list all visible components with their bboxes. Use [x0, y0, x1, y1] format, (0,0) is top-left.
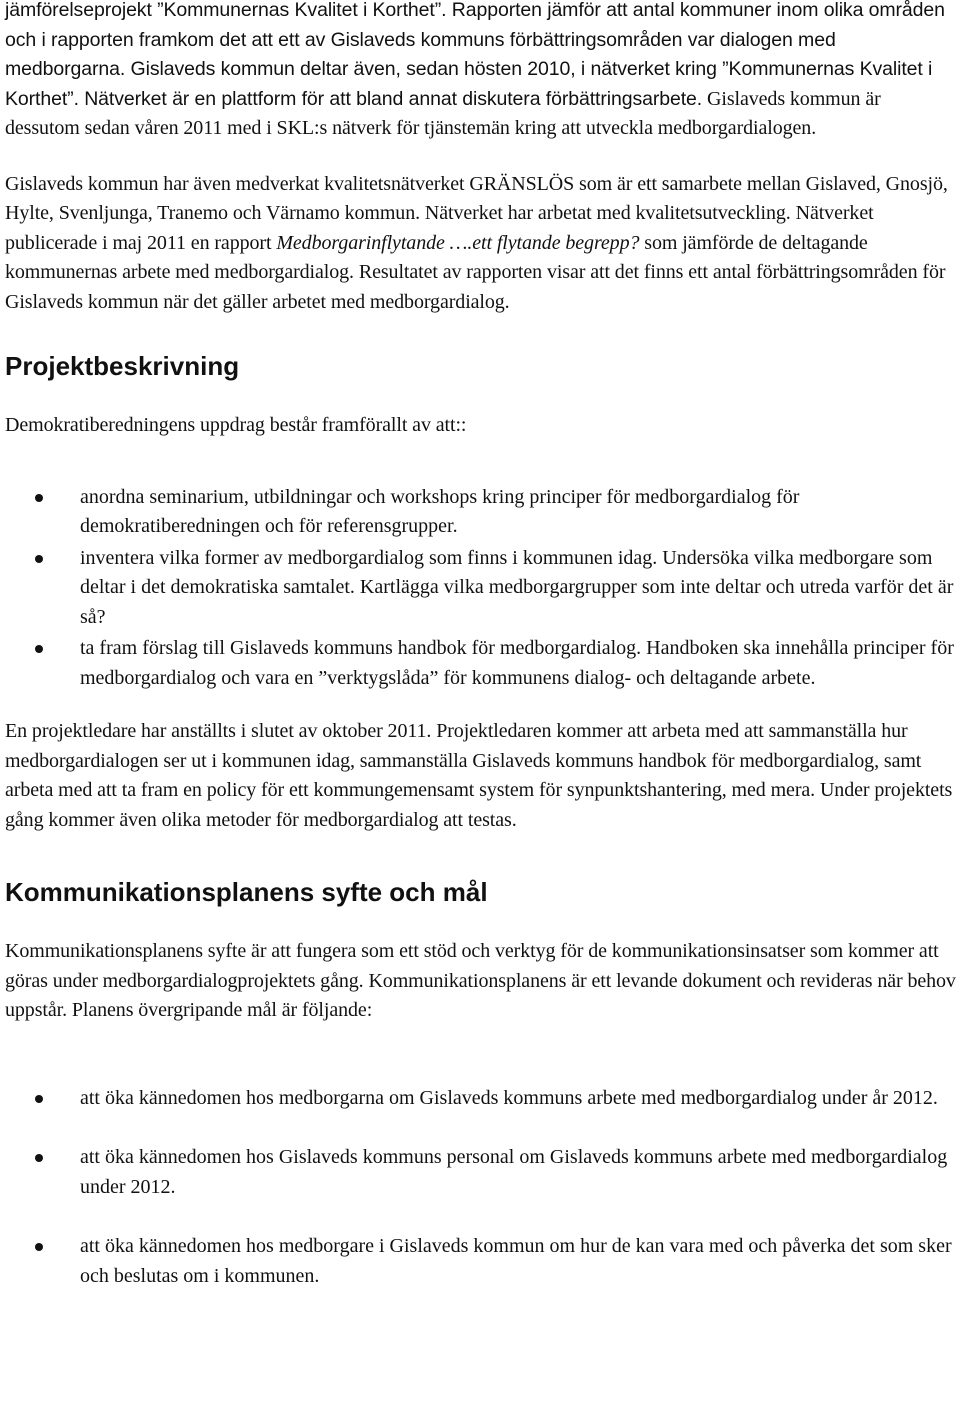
intro-sentence-3: Gislaveds kommun är dessutom sedan våren 2011 med i SKL:s nätverk för tjänstemän kring att utveckla medborgardialogen. [5, 87, 881, 139]
bullet-icon [35, 494, 43, 502]
project-task-list [5, 483, 960, 694]
project-intro: Demokratiberedningens uppdrag består framförallt av att:: [5, 414, 467, 436]
report-title: Medborgarinflytande ….ett flytande begrepp? [276, 231, 640, 254]
bullet-icon [35, 555, 43, 563]
gransbos-text-a: Gislaveds kommun har även medverkat kvalitetsnätverket GRÄNSLÖS som är ett samarbete mellan Gislaved, Gnosjö, Hylte, Svenljunga, Tranemo och Värnamo kommun. Nätverket har arbetat med kvalitetsutveckling. Nätverket publicerade i maj 2011 en rapport [5, 172, 948, 254]
bullet-icon [35, 645, 43, 653]
bullet-icon [35, 1095, 43, 1103]
bullet-icon [35, 1243, 43, 1251]
list-item [5, 634, 960, 693]
document-page [5, 0, 960, 1321]
list-item-text: att öka kännedomen hos Gislaveds kommuns personal om Gislaveds kommuns arbete med medborgardialog under 2012. [80, 1146, 948, 1198]
heading-projektbeskrivning: Projektbeskrivning [5, 351, 240, 381]
list-item [5, 1232, 960, 1291]
list-item-text: att öka kännedomen hos medborgare i Gislaveds kommun om hur de kan vara med och påverka det som sker och beslutas om i kommunen. [80, 1235, 952, 1287]
comm-paragraph: Kommunikationsplanens syfte är att fungera som ett stöd och verktyg för de kommunikationsinsatser som kommer att göras under medborgardialogprojektets gång. Kommunikationsplanens är ett levande dokument och revideras när behov uppstår. Planens övergripande mål är följande: [5, 940, 956, 1021]
list-item-text: inventera vilka former av medborgardialog som finns i kommunen idag. Undersöka vilka medborgare som deltar i det demokratiska samtalet. Kartlägga vilka medborgargrupper som inte deltar och utreda varför det är så? [80, 546, 954, 628]
list-item-text: anordna seminarium, utbildningar och workshops kring principer för medborgardialog för demokratiberedningen och för referensgrupper. [80, 485, 800, 537]
list-item-text: ta fram förslag till Gislaveds kommuns handbok för medborgardialog. Handboken ska innehålla principer för medborgardialog och vara en ”verktygslåda” för kommunens dialog- och deltagande arbete. [80, 637, 954, 689]
intro-sentence-2: Gislaveds kommun deltar även, sedan hösten 2010, i nätverket kring ”Kommunernas Kvalitet i Korthet”. Nätverket är en plattform för att bland annat diskutera förbättringsarbete. [5, 58, 933, 110]
intro-paragraph [5, 0, 960, 144]
heading-kommunikationsplan: Kommunikationsplanens syfte och mål [5, 877, 488, 907]
gransbos-text-b: som jämförde de deltagande kommunernas arbete med medborgardialog. Resultatet av rapporten visar att det finns ett antal förbättringsområden för Gislaveds kommun när det gäller arbetet med medborgardialog. [5, 231, 946, 313]
list-item [5, 1084, 960, 1114]
comm-goal-list [5, 1084, 960, 1292]
list-item-text: att öka kännedomen hos medborgarna om Gislaveds kommuns arbete med medborgardialog under år 2012. [80, 1086, 938, 1109]
list-item [5, 483, 960, 542]
intro-sentence-1: jämförelseprojekt ”Kommunernas Kvalitet i Korthet”. Rapporten jämför att antal kommuner inom olika områden och i rapporten framkom det att ett av Gislaveds kommuns förbättringsområden var dialogen med medborgarna. [5, 0, 945, 80]
list-item [5, 544, 960, 633]
bullet-icon [35, 1154, 43, 1162]
list-item [5, 1143, 960, 1202]
gransbos-paragraph [5, 170, 960, 318]
project-leader-paragraph: En projektledare har anställts i slutet av oktober 2011. Projektledaren kommer att arbeta med att sammanställa hur medborgardialogen ser ut i kommunen idag, sammanställa Gislaveds kommuns handbok för medborgardialog, samt arbeta med att ta fram en policy för ett kommungemensamt system för synpunktshantering, med mera. Under projektets gång kommer även olika metoder för medborgardialog att testas. [5, 720, 953, 831]
